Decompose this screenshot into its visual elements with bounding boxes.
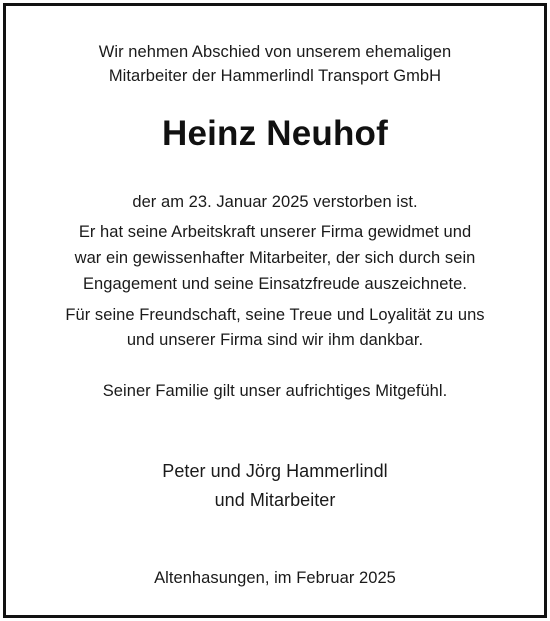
- signature-line-2: und Mitarbeiter: [214, 490, 336, 510]
- deceased-name: Heinz Neuhof: [161, 114, 388, 153]
- signature-line-1: Peter und Jörg Hammerlindl: [162, 461, 388, 481]
- tribute-line-2: war ein gewissenhafter Mitarbeiter, der sich durch sein: [74, 249, 476, 267]
- tribute-line-1: Er hat seine Arbeitskraft unserer Firma gewidmet und: [78, 223, 472, 241]
- place-date-line: Altenhasungen, im Februar 2025: [154, 569, 396, 587]
- thanks-line-2: und unserer Firma sind wir ihm dankbar.: [126, 331, 424, 349]
- thanks-line-1: Für seine Freundschaft, seine Treue und Loyalität zu uns: [65, 306, 485, 324]
- intro-line-2: Mitarbeiter der Hammerlindl Transport GmbH: [108, 67, 442, 85]
- intro-line-1: Wir nehmen Abschied von unserem ehemaligen: [98, 43, 452, 61]
- condolence-line: Seiner Familie gilt unser aufrichtiges Mitgefühl.: [102, 382, 448, 400]
- death-date-line: der am 23. Januar 2025 verstorben ist.: [132, 193, 418, 211]
- tribute-line-3: Engagement und seine Einsatzfreude auszeichnete.: [83, 275, 467, 293]
- obituary-notice: [3, 3, 547, 618]
